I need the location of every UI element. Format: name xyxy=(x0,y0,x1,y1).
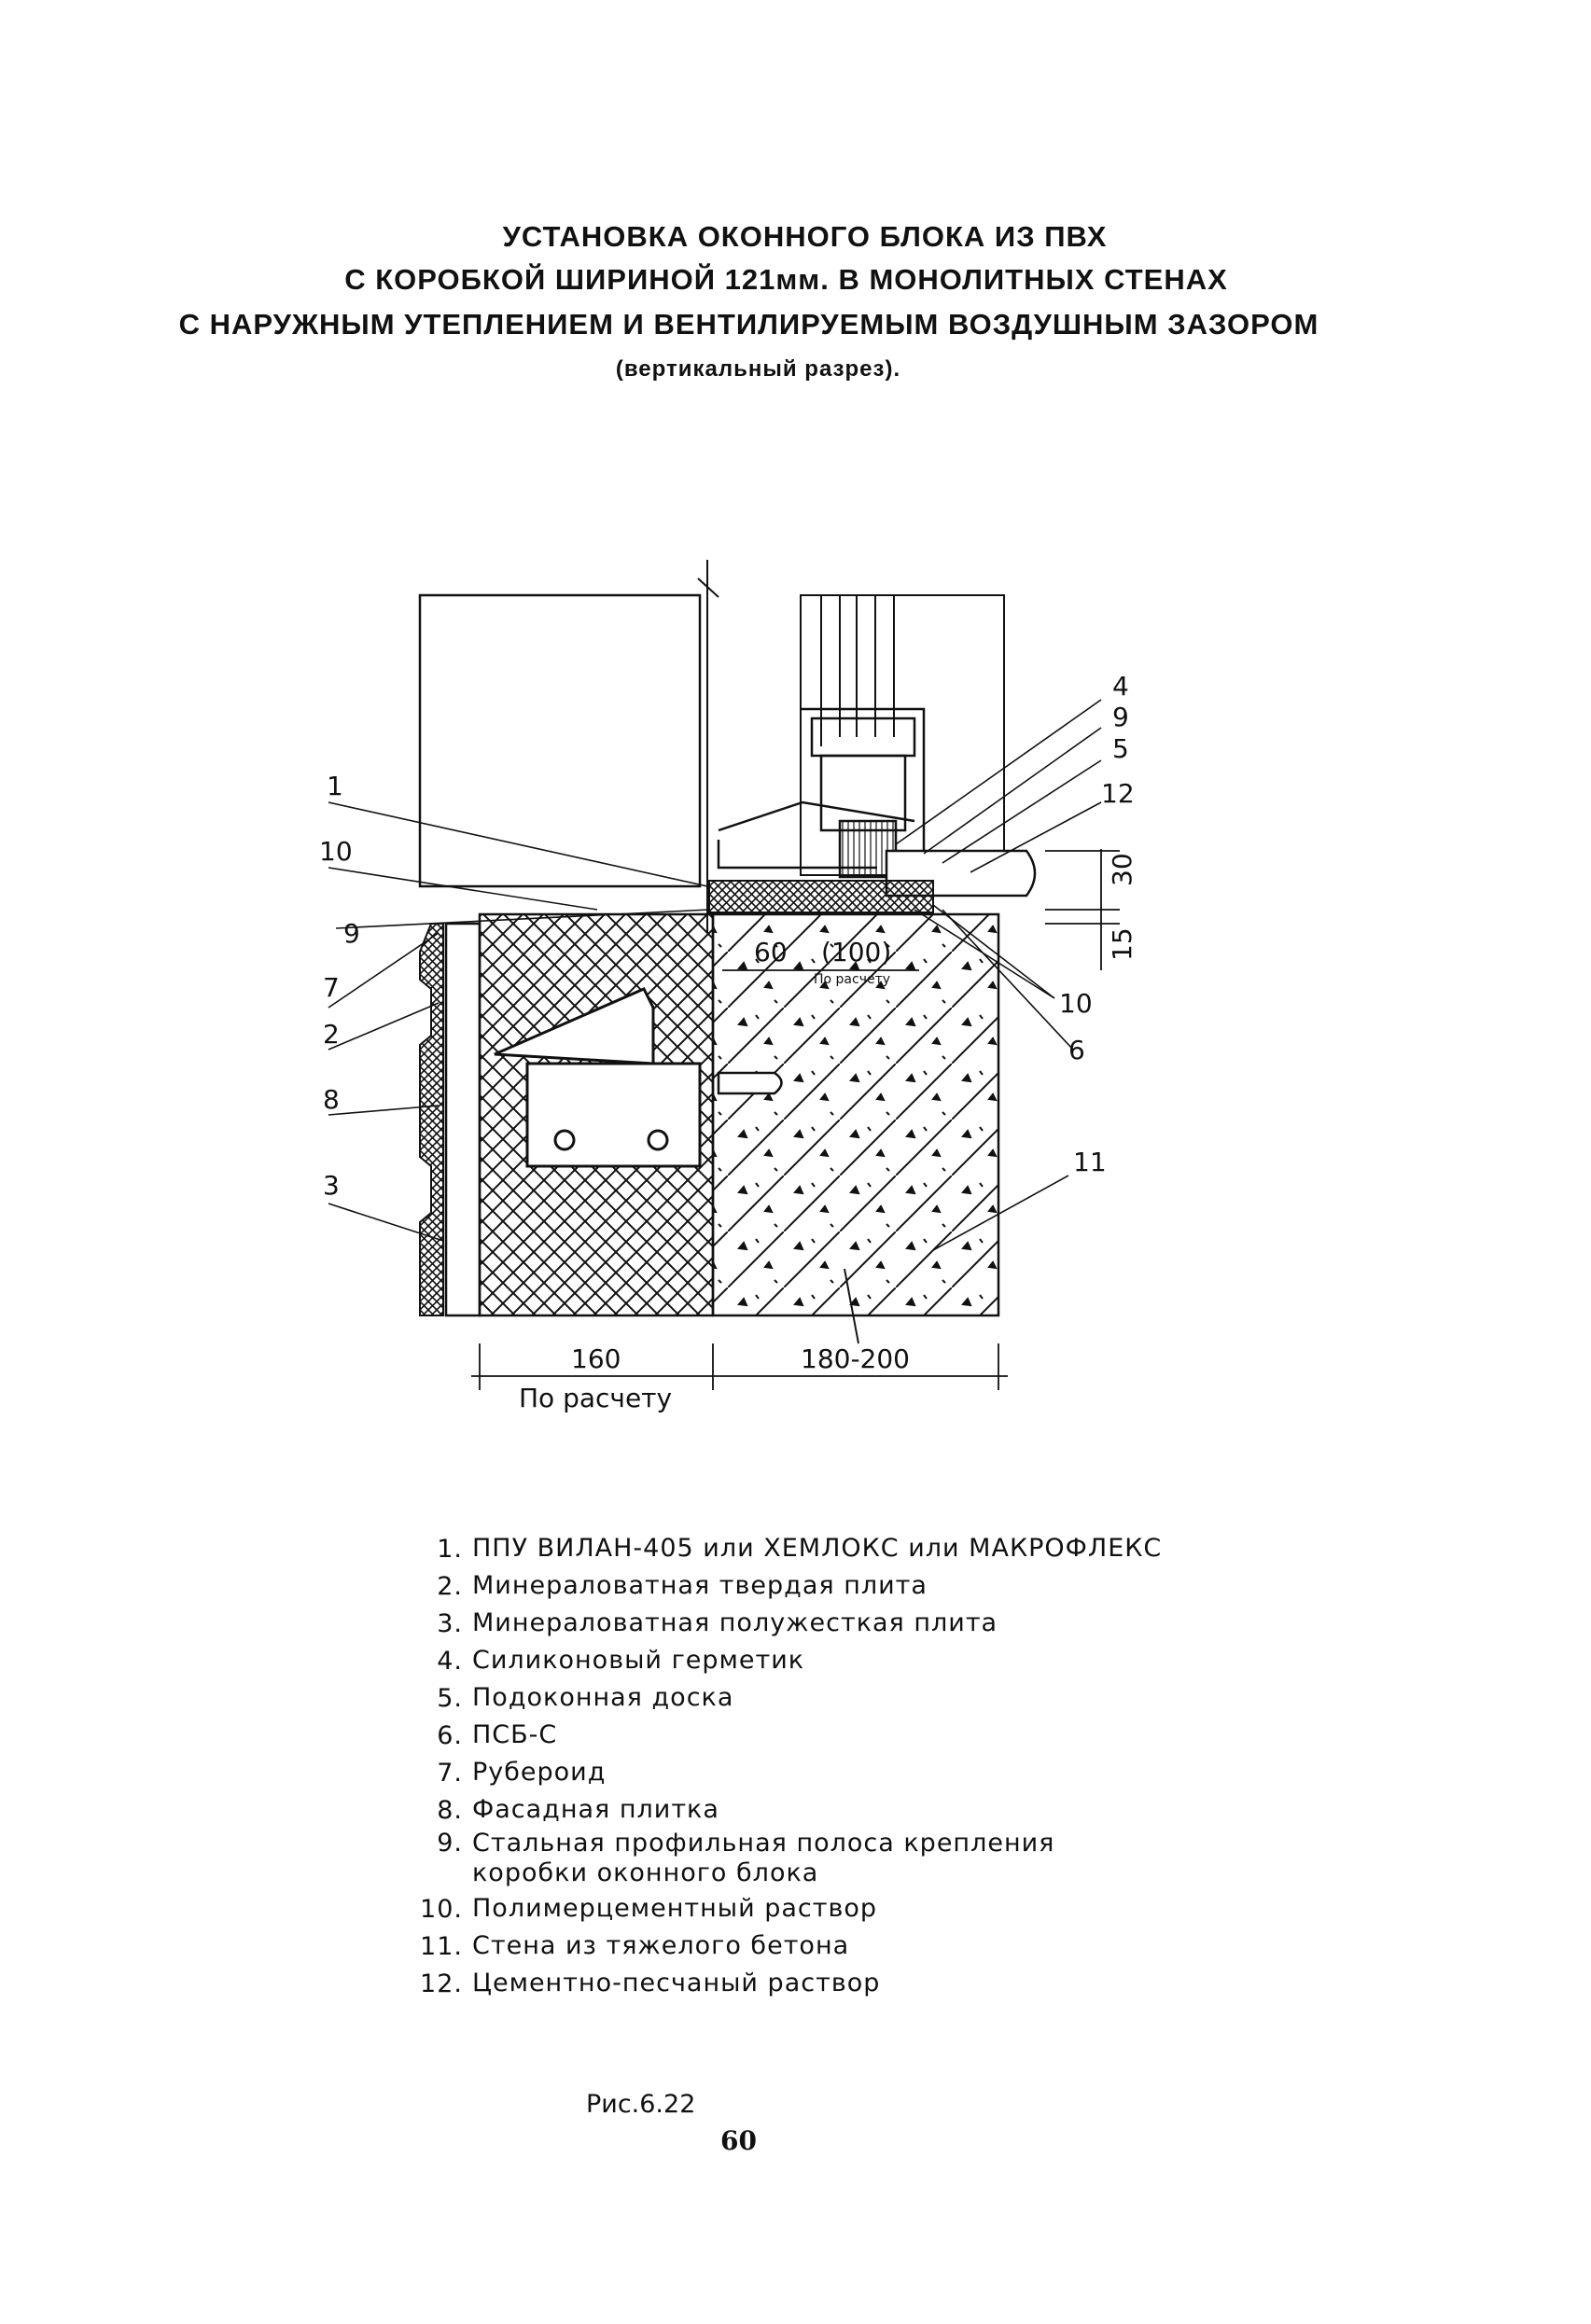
callout-1: 1 xyxy=(327,771,343,801)
dim-180-200: 180-200 xyxy=(801,1343,910,1374)
dim-15: 15 xyxy=(1107,927,1137,961)
figure-label: Рис.6.22 xyxy=(586,2090,696,2119)
legend-item: 10. Полимерцементный раствор xyxy=(420,1894,878,1924)
callout-12: 12 xyxy=(1101,778,1135,809)
callout-6: 6 xyxy=(1068,1035,1085,1065)
legend-item: 8. Фасадная плитка xyxy=(437,1795,719,1825)
dim-60: 60 xyxy=(754,937,788,967)
anchor-bolt xyxy=(719,1073,782,1093)
legend-item: 3. Минераловатная полужесткая плита xyxy=(437,1608,998,1638)
callout-7: 7 xyxy=(323,972,340,1003)
facade-tile-layer xyxy=(420,924,443,1315)
title-line-3: С НАРУЖНЫМ УТЕПЛЕНИЕМ И ВЕНТИЛИРУЕМЫМ ВОЗДУШНЫМ ЗАЗОРОМ xyxy=(178,308,1319,341)
page-number: 60 xyxy=(720,2125,757,2156)
callout-2: 2 xyxy=(323,1019,340,1050)
title-line-4: (вертикальный разрез). xyxy=(615,356,901,382)
dim-160: 160 xyxy=(571,1343,621,1374)
legend-item: 2. Минераловатная твердая плита xyxy=(437,1571,928,1601)
foam-fill xyxy=(709,881,933,912)
title-line-2: С КОРОБКОЙ ШИРИНОЙ 121мм. В МОНОЛИТНЫХ СТЕНАХ xyxy=(344,263,1228,296)
dim-30: 30 xyxy=(1107,853,1137,886)
legend-item: 6. ПСБ-С xyxy=(437,1720,558,1750)
dim-by-calc-small: По расчету xyxy=(814,972,891,987)
legend-item: 12. Цементно-песчаный раствор xyxy=(420,1969,881,1998)
legend-item: 9. Стальная профильная полоса крепления коробки оконного блока xyxy=(437,1829,1055,1887)
callout-9-right: 9 xyxy=(1112,702,1129,732)
callout-10-right: 10 xyxy=(1059,988,1093,1019)
dim-by-calc: По расчету xyxy=(519,1383,673,1413)
callout-4: 4 xyxy=(1112,671,1129,702)
callout-11: 11 xyxy=(1073,1147,1107,1177)
title-line-1: УСТАНОВКА ОКОННОГО БЛОКА ИЗ ПВХ xyxy=(502,220,1108,253)
legend-list xyxy=(411,1530,1312,2002)
callout-3: 3 xyxy=(323,1170,340,1201)
callout-5: 5 xyxy=(1112,733,1129,764)
dim-100: (100) xyxy=(821,937,892,967)
callout-10-left: 10 xyxy=(319,836,353,867)
legend-item: 7. Рубероид xyxy=(437,1758,607,1788)
callout-8: 8 xyxy=(323,1084,340,1115)
legend-item: 1. ППУ ВИЛАН-405 или ХЕМЛОКС или МАКРОФЛЕКС xyxy=(437,1534,1163,1564)
callout-9-left: 9 xyxy=(343,918,360,949)
break-line-top xyxy=(698,560,719,933)
legend-item: 4. Силиконовый герметик xyxy=(437,1646,805,1676)
mineral-wool-hard xyxy=(446,924,480,1315)
window-glazing xyxy=(801,595,1004,875)
legend-item: 5. Подоконная доска xyxy=(437,1683,734,1713)
wall-upper-block xyxy=(420,595,700,886)
legend-item: 11. Стена из тяжелого бетона xyxy=(420,1931,850,1961)
